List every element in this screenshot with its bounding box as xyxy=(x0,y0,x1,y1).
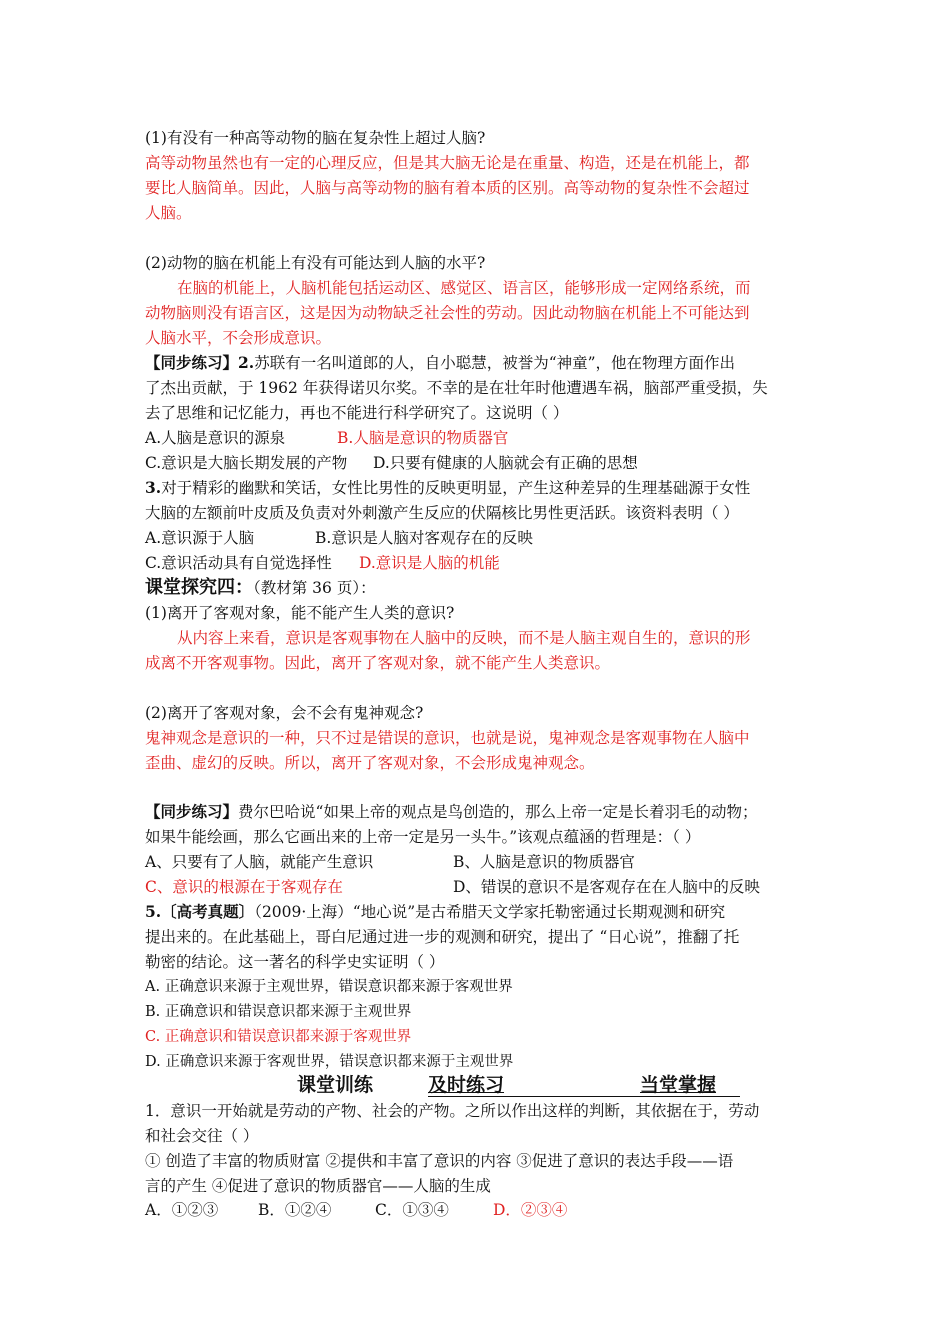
option-b-answer: B.人脑是意识的物质器官 xyxy=(337,429,509,447)
explore-question-2: (2)离开了客观对象，会不会有鬼神观念? xyxy=(145,704,424,722)
practice-label: 【同步练习】 xyxy=(145,353,239,372)
answer-1-line: 人脑。 xyxy=(145,204,192,222)
option-b: B．①②④ xyxy=(258,1201,332,1219)
explore-answer-2-line: 鬼神观念是意识的一种，只不过是错误的意识，也就是说，鬼神观念是客观事物在人脑中 xyxy=(145,729,750,747)
practice-2-line: 【同步练习】2.苏联有一名叫道郎的人，自小聪慧，被誉为“神童”，他在物理方面作出 xyxy=(145,353,736,372)
option-b: B. 正确意识和错误意识都来源于主观世界 xyxy=(145,1004,412,1020)
option-a: A. 正确意识来源于主观世界，错误意识都来源于客观世界 xyxy=(145,979,513,995)
option-c: C．①③④ xyxy=(375,1201,449,1219)
explore-question-1: (1)离开了客观对象，能不能产生人类的意识? xyxy=(145,604,455,622)
section-title: 课堂探究四：（教材第 36 页）： xyxy=(145,577,376,598)
training-question-line: ① 创造了丰富的物质财富 ②提供和丰富了意识的内容 ③促进了意识的表达手段——语 xyxy=(145,1152,734,1170)
practice-4-line: 如果牛能绘画，那么它画出来的上帝一定是另一头牛。”该观点蕴涵的哲理是：（ ） xyxy=(145,828,701,846)
answer-2-line: 在脑的机能上，人脑机能包括运动区、感觉区、语言区，能够形成一定网络系统，而 xyxy=(177,279,751,297)
practice-5-line: 5.〔高考真题〕（2009·上海）“地心说”是古希腊天文学家托勒密通过长期观测和研究 xyxy=(145,902,726,921)
explore-answer-2-line: 歪曲、虚幻的反映。所以，离开了客观对象，不会形成鬼神观念。 xyxy=(145,754,595,772)
practice-4-line: 【同步练习】费尔巴哈说“如果上帝的观点是鸟创造的，那么上帝一定是长着羽毛的动物； xyxy=(145,802,758,821)
explore-answer-1-line: 成离不开客观事物。因此，离开了客观对象，就不能产生人类意识。 xyxy=(145,654,611,672)
training-heading-1: 课堂训练 xyxy=(297,1074,374,1096)
practice-3-line: 3.对于精彩的幽默和笑话，女性比男性的反映更明显，产生这种差异的生理基础源于女性 xyxy=(145,478,751,497)
option-d: D、错误的意识不是客观存在在人脑中的反映 xyxy=(453,878,760,896)
training-question-line: 1．意识一开始就是劳动的产物、社会的产物。之所以作出这样的判断，其依据在于，劳动 xyxy=(145,1102,760,1120)
training-question-line: 言的产生 ④促进了意识的物质器官——人脑的生成 xyxy=(145,1177,491,1195)
option-b: B.意识是人脑对客观存在的反映 xyxy=(315,529,533,547)
answer-2-line: 动物脑则没有语言区，这是因为动物缺乏社会性的劳动。因此动物脑在机能上不可能达到 xyxy=(145,304,750,322)
answer-1-line: 要比人脑简单。因此，人脑与高等动物的脑有着本质的区别。高等动物的复杂性不会超过 xyxy=(145,179,750,197)
answer-1-line: 高等动物虽然也有一定的心理反应，但是其大脑无论是在重量、构造，还是在机能上，都 xyxy=(145,154,750,172)
training-heading-3: 当堂掌握 xyxy=(640,1074,717,1096)
explore-answer-1-line: 从内容上来看，意识是客观事物在人脑中的反映，而不是人脑主观自生的，意识的形 xyxy=(177,629,751,647)
option-c: C.意识是大脑长期发展的产物 xyxy=(145,454,348,472)
question-1: (1)有没有一种高等动物的脑在复杂性上超过人脑? xyxy=(145,129,486,147)
option-d-answer: D．②③④ xyxy=(493,1201,568,1219)
option-d: D. 正确意识来源于客观世界，错误意识都来源于主观世界 xyxy=(145,1054,514,1070)
option-b: B、人脑是意识的物质器官 xyxy=(453,853,635,871)
practice-2-line: 了杰出贡献，于 1962 年获得诺贝尔奖。不幸的是在壮年时他遭遇车祸，脑部严重受损，失 xyxy=(145,379,768,397)
question-2: (2)动物的脑在机能上有没有可能达到人脑的水平? xyxy=(145,254,486,272)
practice-5-line: 勒密的结论。这一著名的科学史实证明（ ） xyxy=(145,953,445,971)
option-c: C.意识活动具有自觉选择性 xyxy=(145,554,332,572)
option-c-answer: C. 正确意识和错误意识都来源于客观世界 xyxy=(145,1029,412,1045)
option-a: A．①②③ xyxy=(145,1201,219,1219)
training-question-line: 和社会交往（ ） xyxy=(145,1127,259,1145)
option-a: A.人脑是意识的源泉 xyxy=(145,429,286,447)
answer-2-line: 人脑水平，不会形成意识。 xyxy=(145,329,332,347)
option-d-answer: D.意识是人脑的机能 xyxy=(359,554,500,572)
practice-5-line: 提出来的。在此基础上，哥白尼通过进一步的观测和研究，提出了 “日心说”，推翻了托 xyxy=(145,928,740,946)
option-d: D.只要有健康的人脑就会有正确的思想 xyxy=(373,454,638,472)
heading-underline xyxy=(428,1096,740,1097)
option-c-answer: C、意识的根源在于客观存在 xyxy=(145,878,343,896)
option-a: A.意识源于人脑 xyxy=(145,529,255,547)
training-heading-2: 及时练习 xyxy=(428,1074,505,1096)
practice-3-line: 大脑的左额前叶皮质及负责对外刺激产生反应的伏隔核比男性更活跃。该资料表明（ ） xyxy=(145,504,739,522)
option-a: A、只要有了人脑，就能产生意识 xyxy=(145,853,374,871)
practice-2-line: 去了思维和记忆能力，再也不能进行科学研究了。这说明（ ） xyxy=(145,404,569,422)
